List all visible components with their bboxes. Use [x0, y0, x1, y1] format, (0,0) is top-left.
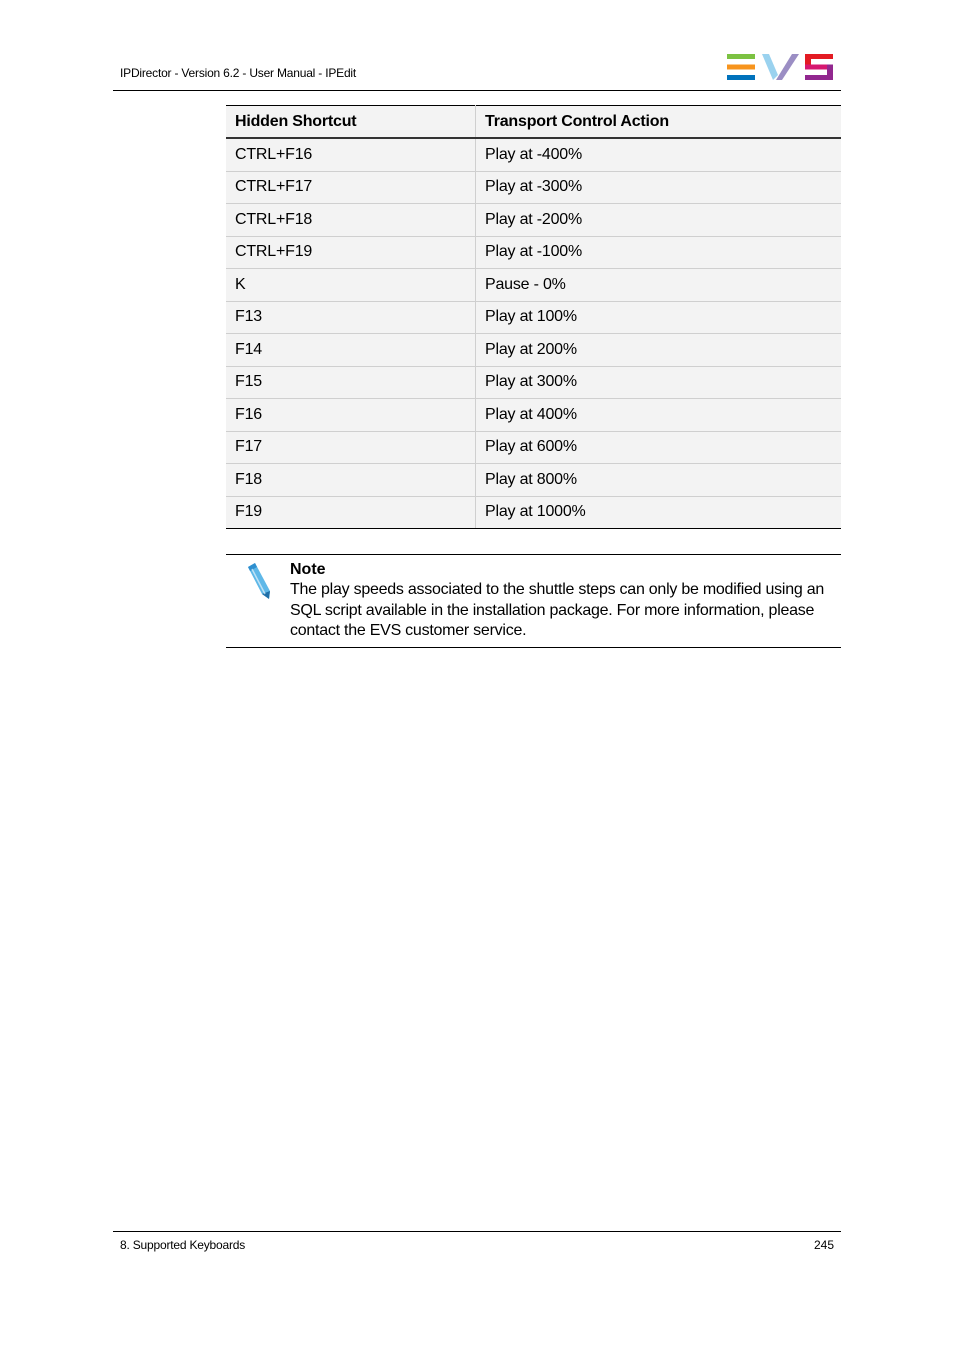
footer-divider — [113, 1231, 841, 1232]
action-cell: Play at -300% — [476, 171, 842, 204]
table-row — [226, 366, 841, 399]
table-row — [226, 334, 841, 367]
shortcut-cell: F15 — [226, 366, 476, 399]
action-cell: Play at 200% — [476, 334, 842, 367]
action-cell: Play at 100% — [476, 301, 842, 334]
action-cell: Play at 400% — [476, 399, 842, 432]
shortcut-table — [226, 105, 841, 529]
table-row — [226, 496, 841, 529]
action-cell: Play at -100% — [476, 236, 842, 269]
table-row — [226, 464, 841, 497]
table-row — [226, 204, 841, 237]
footer-section: 8. Supported Keyboards — [120, 1238, 246, 1252]
pencil-icon — [244, 561, 274, 601]
shortcut-cell: F13 — [226, 301, 476, 334]
table-row — [226, 171, 841, 204]
shortcut-cell: F18 — [226, 464, 476, 497]
table-header-row — [226, 106, 841, 139]
action-cell: Play at -200% — [476, 204, 842, 237]
shortcut-cell: CTRL+F19 — [226, 236, 476, 269]
action-cell: Play at 800% — [476, 464, 842, 497]
table-row — [226, 399, 841, 432]
action-cell: Play at -400% — [476, 138, 842, 171]
evs-logo — [726, 53, 834, 81]
table-row — [226, 269, 841, 302]
shortcut-cell: F17 — [226, 431, 476, 464]
shortcut-cell: CTRL+F17 — [226, 171, 476, 204]
table-row — [226, 138, 841, 171]
shortcut-cell: F14 — [226, 334, 476, 367]
column-header-action: Transport Control Action — [476, 106, 842, 139]
table-row — [226, 236, 841, 269]
shortcut-cell: CTRL+F18 — [226, 204, 476, 237]
shortcut-cell: K — [226, 269, 476, 302]
action-cell: Pause - 0% — [476, 269, 842, 302]
action-cell: Play at 600% — [476, 431, 842, 464]
table-row — [226, 431, 841, 464]
shortcut-cell: CTRL+F16 — [226, 138, 476, 171]
action-cell: Play at 1000% — [476, 496, 842, 529]
note-title: Note — [290, 561, 326, 578]
column-header-shortcut: Hidden Shortcut — [226, 106, 476, 139]
action-cell: Play at 300% — [476, 366, 842, 399]
document-title: IPDirector - Version 6.2 - User Manual - IPEdit — [120, 66, 357, 80]
note-box — [226, 554, 841, 648]
header-divider — [113, 90, 841, 91]
note-body: The play speeds associated to the shuttle steps can only be modified using an SQL script available in the installation package. For more information, please contact the EVS customer service. — [290, 581, 824, 639]
shortcut-cell: F16 — [226, 399, 476, 432]
table-row — [226, 301, 841, 334]
shortcut-cell: F19 — [226, 496, 476, 529]
page-number: 245 — [813, 1238, 834, 1252]
